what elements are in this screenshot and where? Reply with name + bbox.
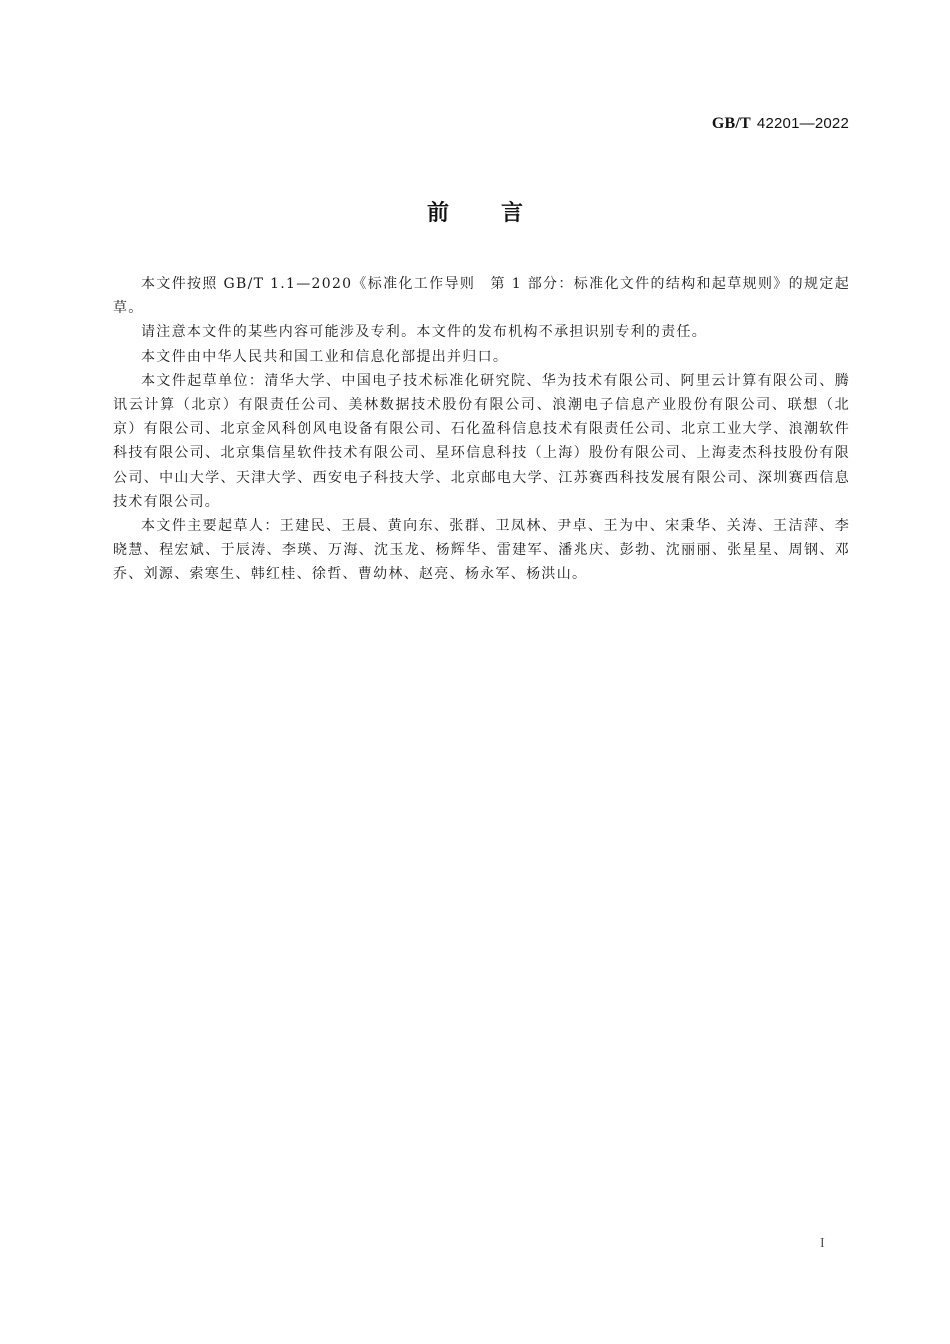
paragraph-patent-notice: 请注意本文件的某些内容可能涉及专利。本文件的发布机构不承担识别专利的责任。 — [141, 324, 708, 341]
foreword-body — [113, 272, 850, 587]
page-title-char-2: 言 — [501, 201, 524, 226]
paragraph-drafting-organizations: 本文件起草单位：清华大学、中国电子技术标准化研究院、华为技术有限公司、阿里云计算有限公司、腾讯云计算（北京）有限责任公司、美林数据技术股份有限公司、浪潮电子信息产业股份有限公司、联想（北京）有限公司、北京金风科创风电设备有限公司、石化盈科信息技术有限责任公司、北京工业大学、浪潮软件科技有限公司、北京集信星软件技术有限公司、星环信息科技（上海）股份有限公司、上海麦杰科技股份有限公司、中山大学、天津大学、西安电子科技大学、北京邮电大学、江苏赛西科技发展有限公司、深圳赛西信息技术有限公司。 — [113, 372, 850, 510]
paragraph-proposer: 本文件由中华人民共和国工业和信息化部提出并归口。 — [141, 348, 509, 365]
standard-number: 42201—2022 — [756, 115, 849, 132]
standard-number-header — [712, 114, 849, 133]
standard-prefix: GB/T — [711, 115, 751, 132]
page-title-char-1: 前 — [426, 201, 449, 226]
page-number: I — [820, 1236, 825, 1251]
page-title — [0, 196, 950, 227]
paragraph-main-drafters: 本文件主要起草人：王建民、王晨、黄向东、张群、卫凤林、尹卓、王为中、宋秉华、关涛、王洁萍、李晓慧、程宏斌、于辰涛、李瑛、万海、沈玉龙、杨辉华、雷建军、潘兆庆、彭勃、沈丽丽、张星星、周钢、邓乔、刘源、索寒生、韩红桂、徐哲、曹幼林、赵亮、杨永军、杨洪山。 — [113, 518, 850, 583]
paragraph-drafting-rules: 本文件按照 GB/T 1.1—2020《标准化工作导则 第 1 部分：标准化文件的结构和起草规则》的规定起草。 — [113, 276, 850, 317]
